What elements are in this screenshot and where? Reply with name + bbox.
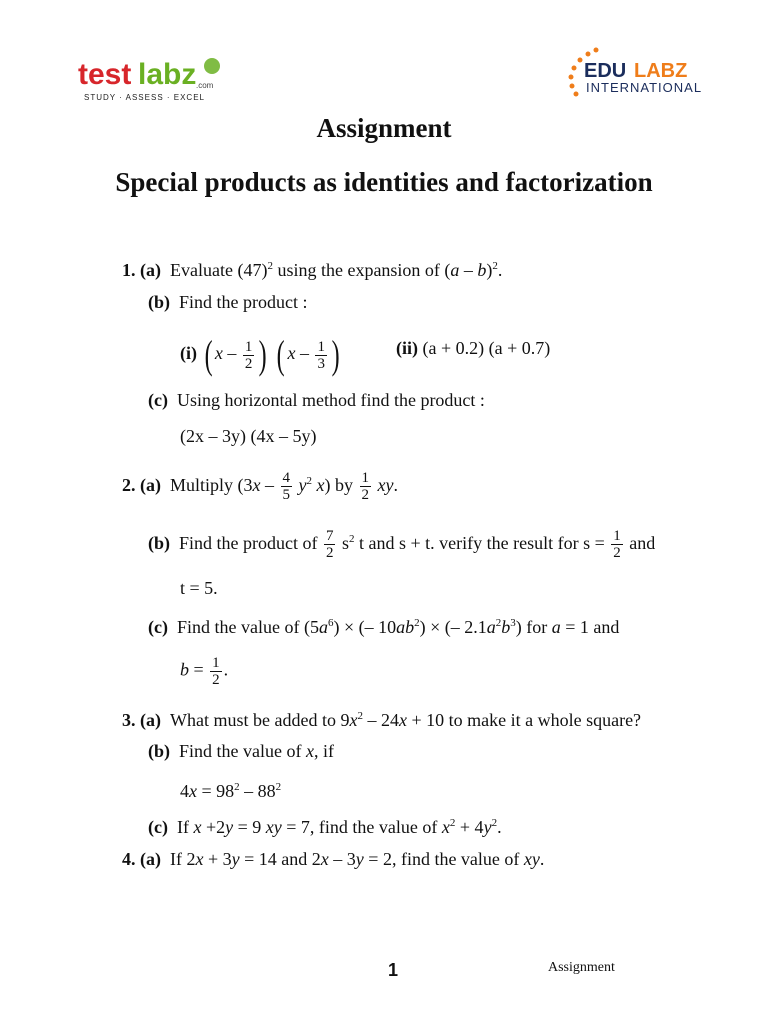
part-label: (c) <box>148 390 168 410</box>
part-label: (a) <box>140 849 161 869</box>
part-text: Using horizontal method find the product : <box>176 390 485 410</box>
page-number: 1 <box>388 960 399 980</box>
part-label: (c) <box>148 817 168 837</box>
page-subtitle: Special products as identities and factorization <box>115 167 653 197</box>
question-number: 2. <box>122 475 136 495</box>
part-label: (b) <box>148 741 170 761</box>
question-2c-cont: b = $\frac{1}{2}$ . <box>180 655 229 688</box>
question-1c <box>148 389 485 411</box>
question-1a: 1. (a) Evaluate $(47)^2$ using the expansion of (a – b)$^2$. <box>122 260 503 280</box>
part-label: (i) <box>180 343 197 364</box>
part-label: (a) <box>140 475 161 495</box>
svg-text:labz: labz <box>138 58 197 91</box>
svg-text:test: test <box>78 58 132 91</box>
svg-text:.com: .com <box>196 81 214 90</box>
expression: (2x – 3y) (4x – 5y) <box>180 426 317 446</box>
question-2b-cont <box>180 577 218 599</box>
testlabz-logo <box>78 52 228 102</box>
question-2c: (c) Find the value of $(5a^6)$ × (– $10ab^2$) × (– $2.1a^2b^3$) for a = 1 and <box>148 617 620 637</box>
question-1b <box>148 291 308 313</box>
edulabz-logo <box>560 44 720 104</box>
question-3c: (c) If x +2y = 9 xy = 7, find the value of $x^2 + 4y^2$. <box>148 817 502 837</box>
svg-text:EDU: EDU <box>584 60 627 82</box>
question-2b: (b) Find the product of $\frac{7}{2}$ $s^2$ t and s + t. verify the result for s = $\frac{1}{2}$ and <box>148 528 656 562</box>
question-2a: 2. (a) Multiply (3x – $\frac{4}{5}$ $y^2$ x) by $\frac{1}{2}$ xy. <box>122 470 398 504</box>
part-label: (a) <box>140 710 161 730</box>
svg-text:INTERNATIONAL: INTERNATIONAL <box>586 80 703 95</box>
question-3a: 3. (a) What must be added to $9x^2 - 24x + 10$ to make it a whole square? <box>122 710 642 730</box>
part-label: (c) <box>148 617 168 637</box>
question-4a: 4. (a) If 2x + 3y = 14 and 2x – 3y = 2, find the value of xy. <box>122 849 545 869</box>
question-number: 3. <box>122 710 136 730</box>
part-label: (b) <box>148 533 170 553</box>
question-3b-expr: $4x = 98^2 - 88^2$ <box>180 781 282 801</box>
page-title: Assignment <box>316 113 452 143</box>
question-number: 1. <box>122 260 136 280</box>
expression: (a + 0.2) (a + 0.7) <box>422 338 551 358</box>
part-label: (ii) <box>396 338 418 358</box>
question-1b-i: (i) ( x – $\frac{1}{2}$ ) ( x – $\frac{1}{3}$ ) <box>180 332 340 377</box>
part-label: (a) <box>140 260 161 280</box>
svg-text:STUDY · ASSESS · EXCEL: STUDY · ASSESS · EXCEL <box>84 93 205 102</box>
question-1c-expr <box>180 425 316 447</box>
question-1b-ii <box>396 337 550 359</box>
footer-label: Assignment <box>548 960 615 975</box>
part-label: (b) <box>148 292 170 312</box>
part-text: Find the product : <box>179 292 308 312</box>
svg-text:LABZ: LABZ <box>634 60 688 82</box>
question-number: 4. <box>122 849 136 869</box>
part-text: t = 5. <box>180 578 218 598</box>
question-3b: (b) Find the value of x, if <box>148 741 334 761</box>
